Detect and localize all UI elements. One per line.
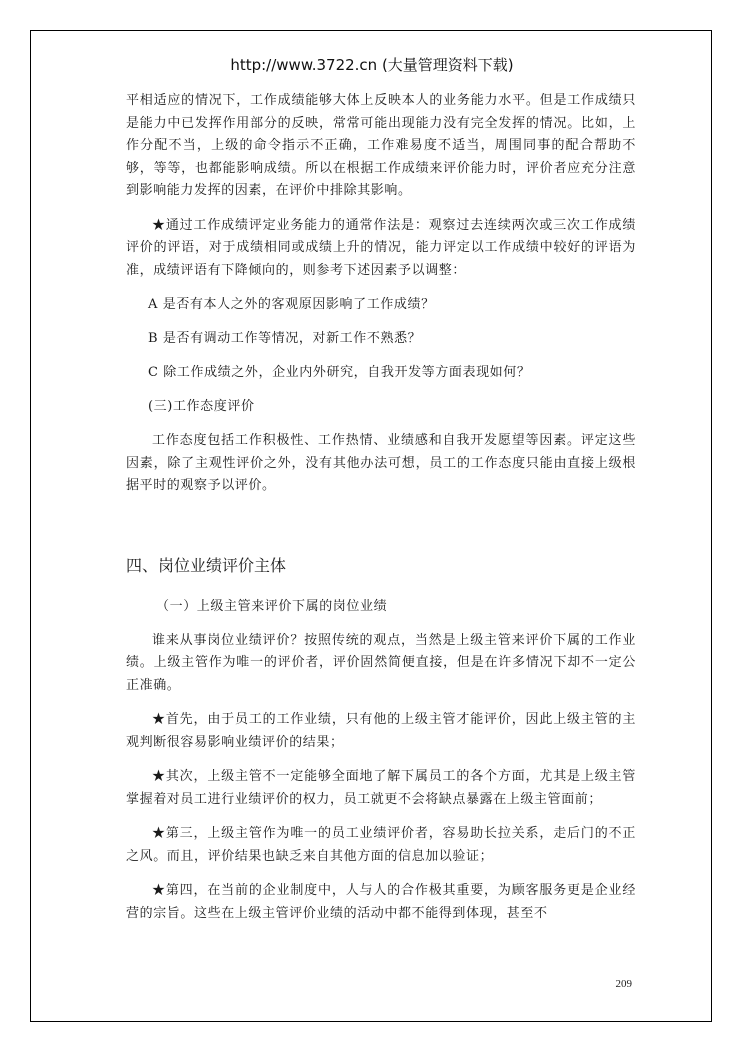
paragraph-attitude: 工作态度包括工作积极性、工作热情、业绩感和自我开发愿望等因素。评定这些因素，除了主观性评价之外，没有其他办法可想，员工的工作态度只能由直接上级根据平时的观察予以评价。 [126, 433, 636, 493]
paragraph-third: ★第三，上级主管作为唯一的员工业绩评价者，容易助长拉关系，走后门的不正之风。而且，评价结果也缺乏来自其他方面的信息加以验证； [126, 826, 636, 864]
page-number: 209 [615, 978, 632, 990]
paragraph-who-evaluates: 谁来从事岗位业绩评价？按照传统的观点，当然是上级主管来评价下属的工作业绩。上级主管作为唯一的评价者，评价固然简便直接，但是在许多情况下却不一定公正准确。 [126, 632, 636, 693]
subheading-attitude: (三)工作态度评价 [148, 399, 255, 414]
document-body [126, 90, 636, 937]
paragraph-star-method: ★通过工作成绩评定业务能力的通常作法是：观察过去连续两次或三次工作成绩评价的评语，对于成绩相同或成绩上升的情况，能力评定以工作成绩中较好的评语为准，成绩评语有下降倾向的，则参考下述因素予以调整： [126, 217, 636, 278]
paragraph-ability-evaluation: 平相适应的情况下，工作成绩能够大体上反映本人的业务能力水平。但是工作成绩只是能力中已发挥作用部分的反映，常常可能出现能力没有完全发挥的情况。比如，上作分配不当，上级的命令指示不正确，工作难易度不适当，周围同事的配合帮助不够，等等，也都能影响成绩。所以在根据工作成绩来评价能力时，评价者应充分注意到影响能力发挥的因素，在评价中排除其影响。 [126, 93, 636, 198]
paragraph-first: ★首先，由于员工的工作业绩，只有他的上级主管才能评价，因此上级主管的主观判断很容易影响业绩评价的结果； [126, 712, 636, 750]
subheading-supervisor: （一）上级主管来评价下属的岗位业绩 [156, 598, 388, 614]
list-item-b: B 是否有调动工作等情况，对新工作不熟悉？ [148, 331, 422, 346]
paragraph-second: ★其次，上级主管不一定能够全面地了解下属员工的各个方面，尤其是上级主管掌握着对员工进行业绩评价的权力，员工就更不会将缺点暴露在上级主管面前； [126, 769, 636, 807]
list-item-c: C 除工作成绩之外，企业内外研究，自我开发等方面表现如何？ [148, 365, 531, 380]
list-item-a: A 是否有本人之外的客观原因影响了工作成绩？ [148, 297, 435, 312]
header-url: http://www.3722.cn (大量管理资料下载) [230, 56, 514, 74]
paragraph-fourth: ★第四，在当前的企业制度中，人与人的合作极其重要，为顾客服务更是企业经营的宗旨。这些在上级主管评价业绩的活动中都不能得到体现，甚至不 [126, 883, 636, 921]
section-heading: 四、岗位业绩评价主体 [126, 555, 287, 575]
